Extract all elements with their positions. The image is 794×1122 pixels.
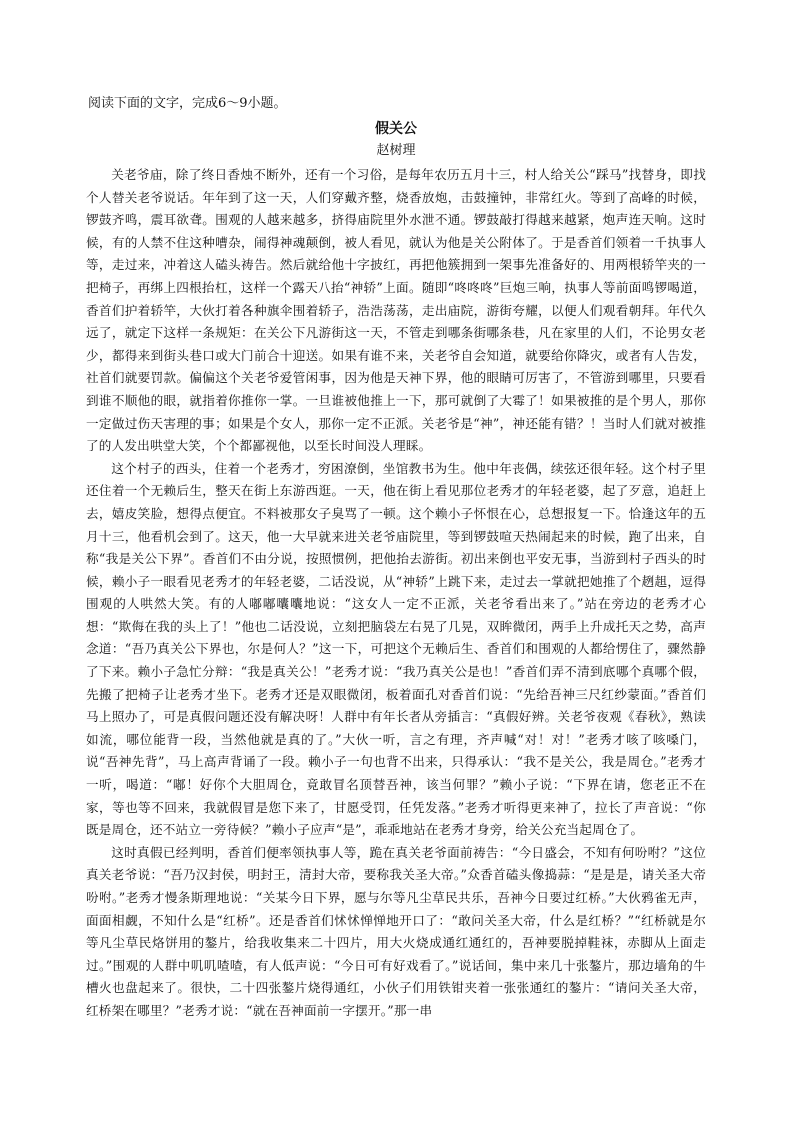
paragraph-1: 关老爷庙，除了终日香烛不断外，还有一个习俗，是每年农历五月十三，村人给关公“踩马”找替身，即找个人替关老爷说话。年年到了这一天，人们穿戴齐整，烧香放炮，击鼓撞钟，非常红火。等到了高峰的时候，锣鼓齐鸣，震耳欲聋。围观的人越来越多，挤得庙院里外水泄不通。锣鼓敲打得越来越紧，炮声连天响。这时候，有的人禁不住这种嘈杂，闹得神魂颠倒，被人看见，就认为他是关公附体了。于是香首们领着一千执事人等，走过来，冲着这人磕头祷告。然后就给他十字披红，再把他簇拥到一架事先准备好的、用两根轿竿夹的一把椅子，再绑上四根抬杠，这样一个露天八抬“神轿”上面。随即“咚咚咚”巨炮三响，执事人等前面鸣锣喝道，香首们护着轿竿，大伙打着各种旗伞围着轿子，浩浩荡荡，走出庙院，游街夸耀，以便人们观看朝拜。年代久远了，就定下这样一条规矩：在关公下凡游街这一天，不管走到哪条街哪条巷，凡在家里的人们，不论男女老少，都得来到街头巷口或大门前合十迎送。如果有谁不来，关老爷自会知道，就要给你降灾，或者有人告发，社首们就要罚款。偏偏这个关老爷爱管闲事，因为他是天神下界，他的眼睛可厉害了，不管游到哪里，只要看到谁不顺他的眼，就指着你推你一掌。一旦谁被他推上一下，那可就倒了大霉了！如果被推的是个男人，那你一定做过伤天害理的事；如果是个女人，那你一定不正派。关老爷是“神”，神还能有错？！当时人们就对被推了的人发出哄堂大笑，个个都鄙视他，以至长时间没人理睬。 (86, 167, 706, 454)
paragraph-2: 这个村子的西头，住着一个老秀才，穷困潦倒，坐馆教书为生。他中年丧偶，续弦还很年轻。这个村子里还住着一个无赖后生，整天在街上东游西逛。一天，他在街上看见那位老秀才的年轻老婆，起了歹意，追赶上去，嬉皮笑脸，想得点便宜。不料被那女子臭骂了一顿。这个赖小子怀恨在心，总想报复一下。恰逢这年的五月十三，他看机会到了。这天，他一大早就来进关老爷庙院里，等到锣鼓喧天热闹起来的时候，跑了出来，自称“我是关公下界”。香首们不由分说，按照惯例，把他抬去游街。初出来倒也平安无事，当游到村子西头的时候，赖小子一眼看见老秀才的年轻老婆，二话没说，从“神轿”上跳下来，走过去一掌就把她推了个趔趄，逗得围观的人哄然大笑。有的人嘟嘟囔囔地说：“这女人一定不正派，关老爷看出来了。”站在旁边的老秀才心想：“欺侮在我的头上了！”他也二话没说，立刻把脑袋左右晃了几晃，双眸微闭，两手上升成托天之势，高声念道：“吾乃真关公下界也，尔是何人？”这一下，可把这个无赖后生、香首们和围观的人都给愣住了，骤然静了下来。赖小子急忙分辩：“我是真关公！”老秀才说：“我乃真关公是也！”香首们弄不清到底哪个真哪个假，先搬了把椅子让老秀才坐下。老秀才还是双眼微闭，板着面孔对香首们说：“先给吾神三尺红纱蒙面。”香首们马上照办了，可是真假问题还没有解决呀！人群中有年长者从旁插言：“真假好辨。关老爷夜观《春秋》，熟读如流，哪位能背一段，当然他就是真的了。”大伙一听，言之有理，齐声喊“对！对！”老秀才咳了咳嗓门，说“吾神先背”，马上高声背诵了一段。赖小子一句也背不出来，只得承认：“我不是关公，我是周仓。”老秀才一听，喝道：“嘟！好你个大胆周仓，竟敢冒名顶替吾神，该当何罪？”赖小子说：“下界在请，您老正不在家，等也等不回来，我就假冒是您下来了，甘愿受罚，任凭发落。”老秀才听得更来神了，拉长了声音说：“你既是周仓，还不站立一旁待候？”赖小子应声“是”，乖乖地站在老秀才身旁，给关公充当起周仓了。 (86, 460, 706, 838)
article-title: 假关公 (375, 121, 417, 137)
paragraph-3: 这时真假已经判明，香首们便率领执事人等，跪在真关老爷面前祷告：“今日盛会，不知有何吩咐？”这位真关老爷说：“吾乃汉封侯，明封王，清封大帝，要称我关圣大帝。”众香首磕头像捣蒜：“是是是，请关圣大帝吩咐。”老秀才慢条斯理地说：“关某今日下界，愿与尔等凡尘草民共乐，吾神今日要过红桥。”大伙鸦雀无声，面面相觑，不知什么是“红桥”。还是香首们怵怵惮惮地开口了：“敢问关圣大帝，什么是红桥？”“红桥就是尔等凡尘草民烙饼用的鏊片，给我收集来二十四片，用大火烧成通红通红的，吾神要脱掉鞋袜，赤脚从上面走过。”围观的人群中叽叽喳喳，有人低声说：“今日可有好戏看了。”说话间，集中来几十张鏊片，那边墙角的牛槽火也盘起来了。很快，二十四张鏊片烧得通红，小伙子们用铁钳夹着一张张通红的鏊片：“请问关圣大帝，红桥架在哪里？”老秀才说：“就在吾神面前一字摆开。”那一串 (86, 844, 706, 1018)
article-author: 赵树理 (376, 143, 416, 158)
reading-instruction: 阅读下面的文字，完成6～9小题。 (88, 96, 287, 111)
document-page (86, 92, 706, 1023)
